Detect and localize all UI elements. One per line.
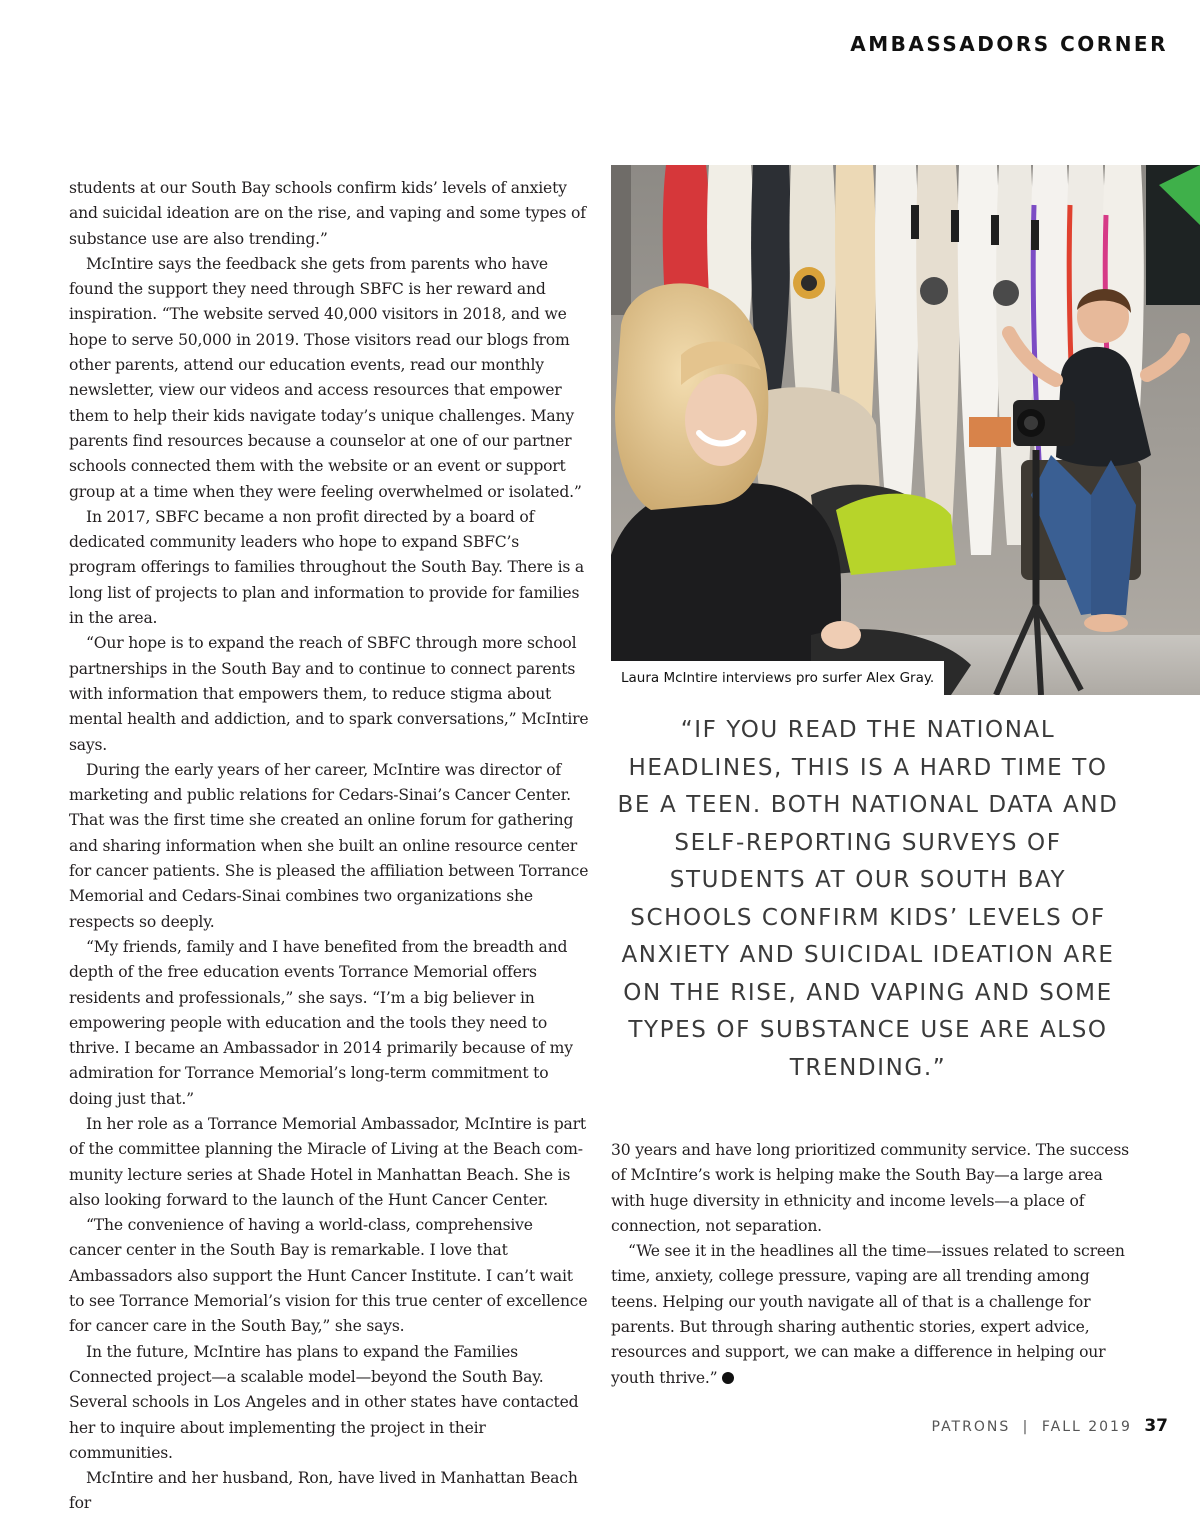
- footer-separator: |: [1022, 1419, 1030, 1435]
- article-paragraph: In 2017, SBFC became a non profit directed by a board of dedicated community leaders who hope to expand SBFC’s program offerings to families throughout the South Bay. There is a long list of projects to plan and information to provide for families in the area.: [69, 507, 585, 628]
- pull-quote: “IF YOU READ THE NATIONAL HEADLINES, THIS IS A HARD TIME TO BE A TEEN. BOTH NATIONAL DATA AND SELF-REPORTING SURVEYS OF STUDENTS AT OUR SOUTH BAY SCHOOLS CONFIRM KIDS’ LEVELS OF ANXIETY AND SUICIDAL IDEATION ARE ON THE RISE, AND VAPING AND SOME TYPES OF SUBSTANCE USE ARE ALSO TRENDING.”: [617, 717, 1119, 1081]
- article-paragraph-final: [611, 1239, 1136, 1391]
- article-photo: [611, 165, 1200, 695]
- article-paragraph: During the early years of her career, McIntire was director of marketing and public relations for Cedars-Sinai’s Cancer Center. That was the first time she created an online forum for gathering and sharing information when she built an online resource center for cancer patients. She is pleased the affiliation between Torrance Memorial and Cedars-Sinai combines two organizations she respects so deeply.: [69, 760, 589, 931]
- issue-label: FALL 2019: [1041, 1419, 1132, 1435]
- article-paragraph: 30 years and have long prioritized community service. The success of McIntire’s work is helping make the South Bay—a large area with huge diversity in ethnicity and income levels—a place of connection, not separation.: [611, 1141, 1129, 1235]
- article-paragraph: “The convenience of having a world-class, comprehensive cancer center in the South Bay is remarkable. I love that Ambassadors also support the Hunt Cancer Institute. I can’t wait to see Torrance Memorial’s vision for this true center of excellence for cancer care in the South Bay,” she says.: [69, 1216, 588, 1336]
- article-paragraph: “My friends, family and I have benefited from the breadth and depth of the free education events Torrance Memorial offers residents and professionals,” she says. “I’m a big believer in empowering people with education and the tools they need to thrive. I became an Ambassador in 2014 primarily because of my admiration for Torrance Memorial’s long-term commitment to doing just that.”: [69, 937, 573, 1108]
- page-number: 37: [1144, 1416, 1168, 1436]
- end-of-article-dot-icon: [722, 1372, 734, 1384]
- article-paragraph: In the future, McIntire has plans to expand the Families Connected project—a scalable model—beyond the South Bay. Several schools in Los Angeles and in other states have contacted her to inquire about implementing the project in their communities.: [69, 1342, 579, 1462]
- surfboard-interview-illustration: [611, 165, 1200, 695]
- section-label: AMBASSADORS CORNER: [850, 32, 1168, 56]
- article-paragraph: McIntire says the feedback she gets from parents who have found the support they need through SBFC is her reward and inspiration. “The website served 40,000 visitors in 2018, and we hope to serve 50,000 in 2019. Those visitors read our blogs from other parents, attend our education events, read our monthly newsletter, view our videos and access resources that empower them to help their kids navigate today’s unique challenges. Many parents find resources because a counselor at one of our partner schools connected them with the website or an event or support group at a time when they were feeling overwhelmed or isolated.”: [69, 254, 582, 501]
- page-footer: [932, 1416, 1168, 1436]
- article-paragraph: In her role as a Torrance Memorial Ambassador, McIntire is part of the committee planning the Miracle of Living at the Beach community lecture series at Shade Hotel in Manhattan Beach. She is also looking forward to the launch of the Hunt Cancer Center.: [69, 1114, 586, 1209]
- article-paragraph-text: “We see it in the headlines all the time—issues related to screen time, anxiety, college pressure, vaping are all trending among teens. Helping our youth navigate all of that is a challenge for parents. But through sharing authentic stories, expert advice, resources and support, we can make a difference in helping our youth thrive.”: [611, 1242, 1125, 1387]
- article-paragraph: McIntire and her husband, Ron, have lived in Manhattan Beach for: [69, 1469, 578, 1513]
- article-column-left: [69, 176, 589, 1517]
- article-paragraph: “Our hope is to expand the reach of SBFC through more school partnerships in the South Bay and to continue to connect parents with information that empowers them, to reduce stigma about mental health and addiction, and to spark conversations,” McIntire says.: [69, 634, 589, 754]
- article-paragraph: students at our South Bay schools confirm kids’ levels of anxiety and suicidal ideation are on the rise, and vaping and some types of substance use are also trending.”: [69, 179, 586, 248]
- publication-name: PATRONS: [931, 1419, 1011, 1435]
- photo-caption: Laura McIntire interviews pro surfer Alex Gray.: [611, 661, 944, 695]
- article-column-right: [611, 1138, 1136, 1391]
